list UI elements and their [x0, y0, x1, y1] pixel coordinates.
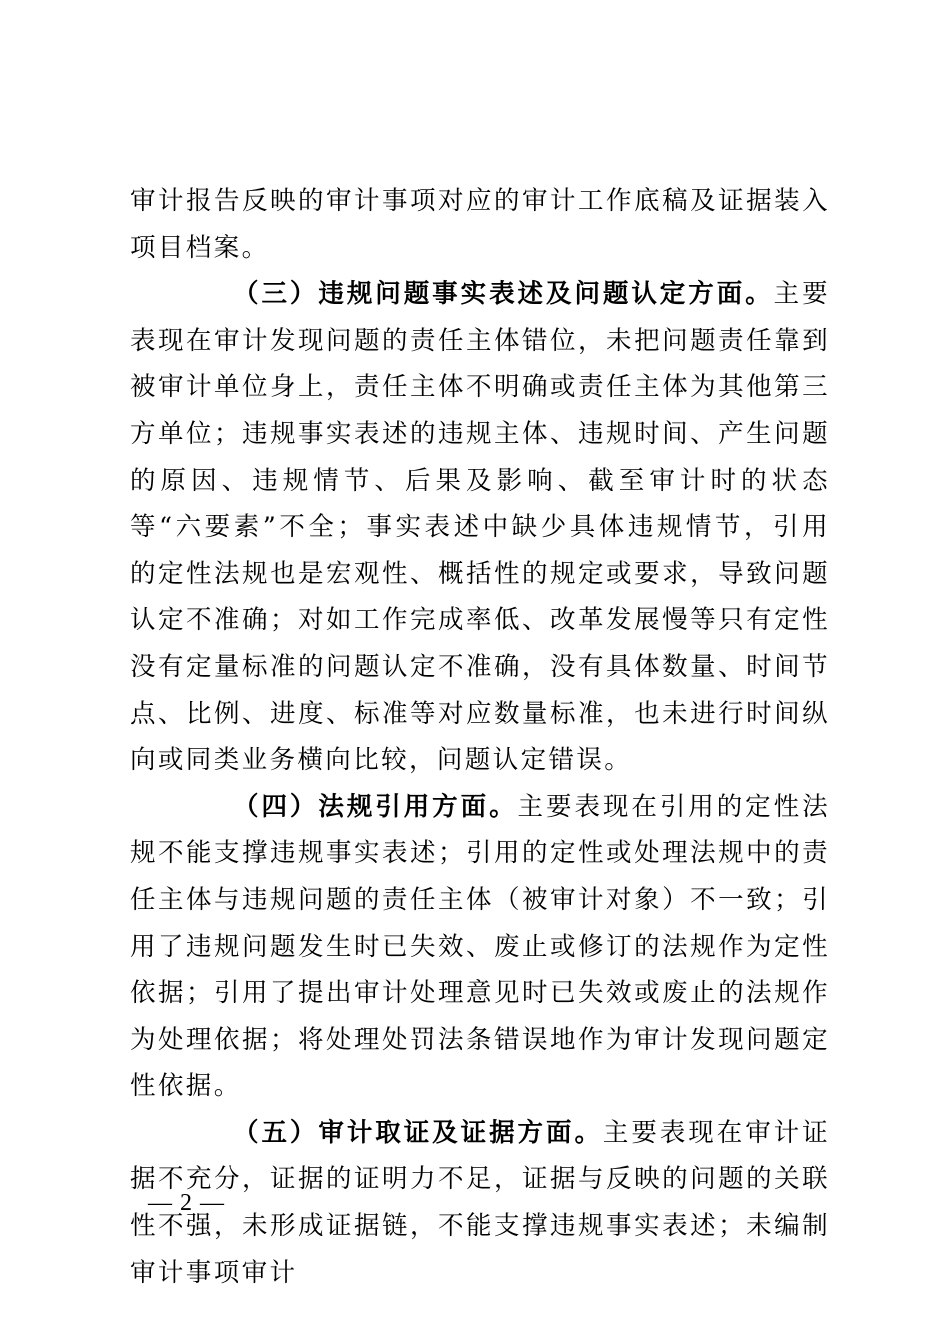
paragraph-section-4 [130, 784, 830, 1110]
paragraph-text: 审计报告反映的审计事项对应的审计工作底稿及证据装入项目档案。 [130, 186, 830, 263]
paragraph-text: 主要表现在引用的定性法规不能支撑违规事实表述；引用的定性或处理法规中的责任主体与违规问题的责任主体（被审计对象）不一致；引用了违规问题发生时已失效、废止或修订的法规作为定性依据；引用了提出审计处理意见时已失效或废止的法规作为处理依据；将处理处罚法条错误地作为审计发现问题定性依据。 [130, 791, 830, 1102]
paragraph-text: 主要表现在审计发现问题的责任主体错位，未把问题责任靠到被审计单位身上，责任主体不明确或责任主体为其他第三方单位；违规事实表述的违规主体、违规时间、产生问题的原因、违规情节、后果及影响、截至审计时的状态等“六要素”不全；事实表述中缺少具体违规情节，引用的定性法规也是宏观性、概括性的规定或要求，导致问题认定不准确；对如工作完成率低、改革发展慢等只有定性没有定量标准的问题认定不准确，没有具体数量、时间节点、比例、进度、标准等对应数量标准，也未进行时间纵向或同类业务横向比较，问题认定错误。 [130, 279, 830, 776]
page-number: — 2 — [148, 1190, 225, 1216]
paragraph-continuation [130, 178, 830, 271]
section-heading-3: （三）违规问题事实表述及问题认定方面。 [233, 279, 774, 310]
section-heading-4: （四）法规引用方面。 [233, 791, 518, 822]
document-body [130, 178, 830, 1296]
paragraph-text: 主要表现在审计证据不充分，证据的证明力不足，证据与反映的问题的关联性不强，未形成证据链，不能支撑违规事实表述；未编制审计事项审计 [130, 1117, 831, 1288]
paragraph-section-5 [130, 1110, 830, 1296]
section-heading-5: （五）审计取证及证据方面。 [233, 1117, 603, 1148]
paragraph-section-3 [130, 271, 830, 784]
